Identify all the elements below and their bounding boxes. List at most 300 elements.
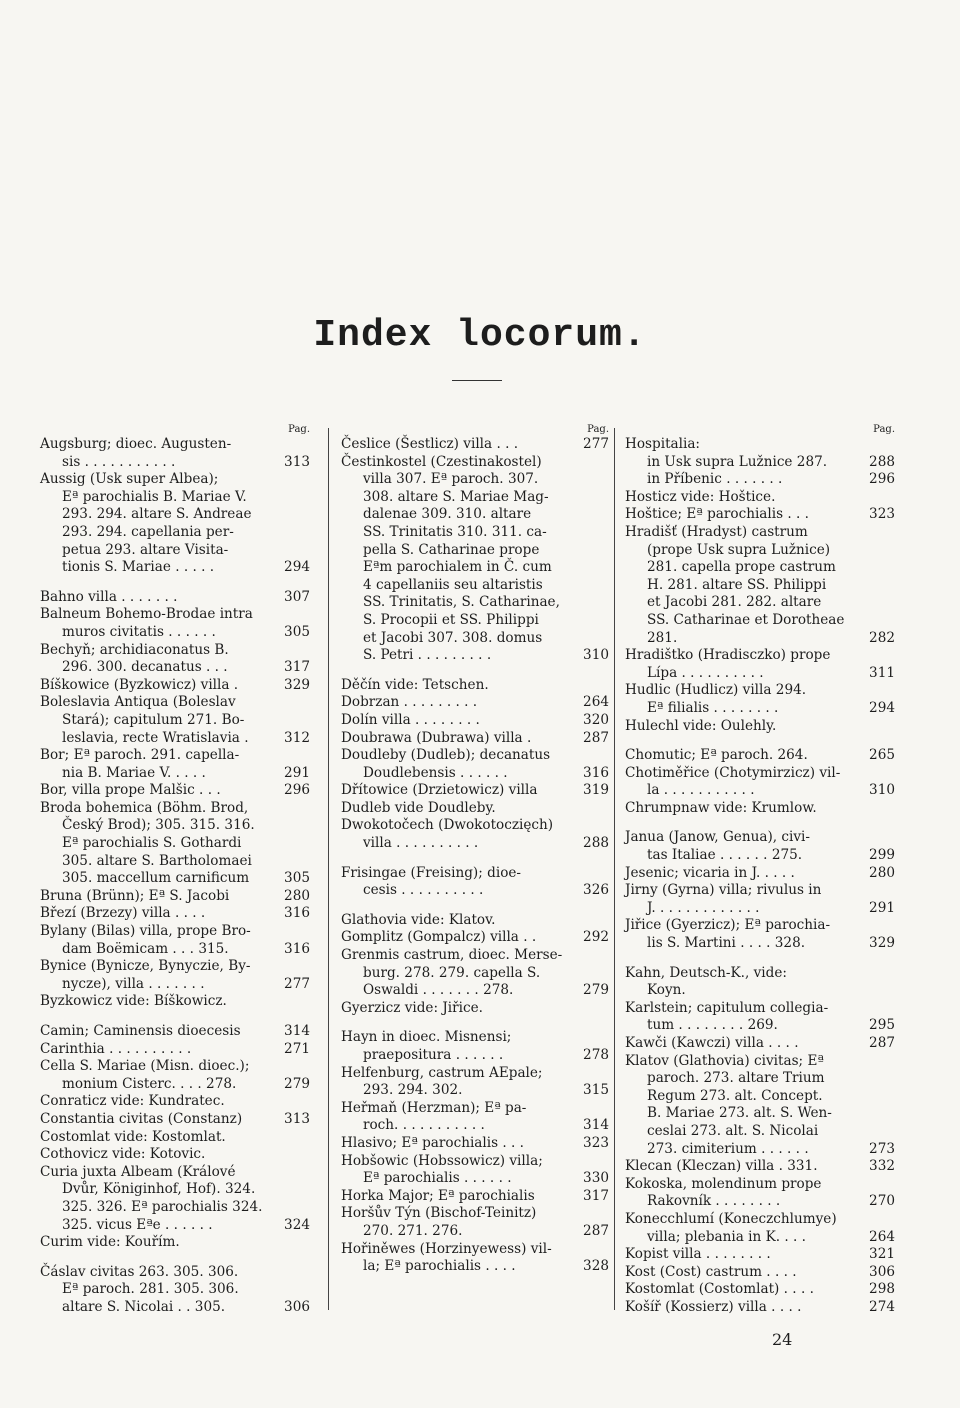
entry-text: cesis . . . . . . . . . . bbox=[363, 882, 484, 899]
entry-text: Regum 273. alt. Concept. bbox=[647, 1087, 823, 1104]
entry-line bbox=[625, 1141, 895, 1159]
page-ref: 319 bbox=[583, 782, 609, 799]
entry-line bbox=[40, 471, 310, 489]
entry-line bbox=[40, 923, 310, 941]
letter-section-gap bbox=[40, 1252, 310, 1264]
index-entry bbox=[40, 1111, 310, 1129]
entry-line bbox=[341, 577, 609, 595]
index-entry bbox=[625, 1176, 895, 1211]
entry-text: Jiřice (Gyerzicz); Eª parochia- bbox=[625, 917, 831, 934]
entry-line bbox=[40, 941, 310, 959]
page-ref: 305 bbox=[284, 870, 310, 887]
entry-text: monium Cisterc. . . . 278. bbox=[62, 1075, 237, 1092]
entry-text: Carinthia . . . . . . . . . . bbox=[40, 1040, 192, 1057]
entry-line bbox=[625, 524, 895, 542]
index-entry bbox=[625, 882, 895, 917]
entry-text: Camin; Caminensis dioecesis bbox=[40, 1023, 241, 1039]
entry-text: 281. bbox=[647, 629, 678, 646]
entry-line bbox=[625, 630, 895, 648]
entry-text: Horšův Týn (Bischof-Teinitz) bbox=[341, 1205, 537, 1222]
page-ref: 316 bbox=[284, 905, 310, 922]
page-ref: 274 bbox=[869, 1298, 895, 1315]
index-entry bbox=[40, 471, 310, 577]
index-entry bbox=[625, 506, 895, 524]
entry-text: nia B. Mariae V. . . . . bbox=[62, 764, 206, 781]
page-ref: 291 bbox=[284, 764, 310, 781]
entry-line bbox=[341, 1117, 609, 1135]
entry-line bbox=[40, 1058, 310, 1076]
entry-text: Klatov (Glathovia) civitas; Eª bbox=[625, 1052, 824, 1069]
entry-line bbox=[40, 1281, 310, 1299]
entry-line bbox=[40, 559, 310, 577]
entry-text: Glathovia vide: Klatov. bbox=[341, 911, 496, 928]
index-entry bbox=[40, 800, 310, 888]
page-ref: 264 bbox=[583, 694, 609, 711]
entry-line bbox=[341, 982, 609, 1000]
entry-line bbox=[40, 782, 310, 800]
entry-line bbox=[40, 606, 310, 624]
entry-text: Bynice (Bynicze, Bynyczie, By- bbox=[40, 958, 251, 975]
entry-line bbox=[341, 647, 609, 665]
entry-line bbox=[625, 1123, 895, 1141]
index-entry bbox=[40, 1041, 310, 1059]
entry-line bbox=[625, 965, 895, 983]
entry-line bbox=[40, 817, 310, 835]
entry-text: S. Petri . . . . . . . . . bbox=[363, 647, 492, 664]
index-entry bbox=[625, 524, 895, 647]
entry-text: Cella S. Mariae (Misn. dioec.); bbox=[40, 1058, 250, 1075]
entry-text: SS. Trinitatis, S. Catharinae, bbox=[363, 594, 560, 611]
index-entry bbox=[625, 436, 895, 489]
index-entry bbox=[341, 747, 609, 782]
page-ref: 295 bbox=[869, 1017, 895, 1034]
entry-text: Horka Major; Eª parochialis bbox=[341, 1187, 535, 1204]
page-ref: 287 bbox=[583, 729, 609, 746]
column-divider bbox=[614, 428, 615, 1310]
entry-text: Eª parochialis B. Mariae V. bbox=[62, 488, 247, 505]
entry-text: Augsburg; dioec. Augusten- bbox=[40, 436, 232, 452]
entry-text: Hudlic (Hudlicz) villa 294. bbox=[625, 682, 807, 699]
entry-line bbox=[625, 542, 895, 560]
entry-text: Stará); capitulum 271. Bo- bbox=[62, 711, 245, 728]
entry-text: Oswaldi . . . . . . . 278. bbox=[363, 982, 514, 999]
index-entry bbox=[625, 682, 895, 717]
page-ref: 306 bbox=[284, 1298, 310, 1315]
page-ref: 277 bbox=[284, 975, 310, 992]
index-entry bbox=[341, 1100, 609, 1135]
entry-line bbox=[341, 1100, 609, 1118]
entry-line bbox=[40, 694, 310, 712]
entry-text: Dwokotočech (Dwokotoczięch) bbox=[341, 817, 554, 834]
pag-header: Pag. bbox=[288, 424, 310, 435]
index-entry bbox=[625, 747, 895, 765]
entry-text: 281. capella prope castrum bbox=[647, 559, 836, 576]
page-ref: 271 bbox=[284, 1040, 310, 1057]
entry-text: 325. vicus Eªe . . . . . . bbox=[62, 1216, 213, 1233]
entry-text: J. . . . . . . . . . . . . bbox=[647, 899, 760, 916]
entry-line bbox=[625, 506, 895, 524]
entry-line bbox=[625, 1035, 895, 1053]
entry-text: villa 307. Eª paroch. 307. bbox=[363, 471, 539, 488]
page-number: 24 bbox=[772, 1330, 793, 1349]
entry-line bbox=[625, 865, 895, 883]
entry-text: Chotiměřice (Chotymirzicz) vil- bbox=[625, 764, 841, 781]
entry-line bbox=[341, 1170, 609, 1188]
entry-text: Čestinkostel (Czestinakostel) bbox=[341, 453, 542, 470]
entry-line bbox=[341, 800, 609, 818]
entry-text: 296. 300. decanatus . . . bbox=[62, 659, 228, 676]
entry-text: Janua (Janow, Genua), civi- bbox=[625, 829, 810, 846]
entry-text: Eª parochialis . . . . . . bbox=[363, 1170, 512, 1187]
page-ref: 294 bbox=[869, 699, 895, 716]
index-entry bbox=[40, 589, 310, 607]
index-entry bbox=[625, 1053, 895, 1159]
page-ref: 310 bbox=[583, 647, 609, 664]
letter-section-gap bbox=[625, 735, 895, 747]
entry-line bbox=[625, 847, 895, 865]
entry-line bbox=[625, 765, 895, 783]
entry-text: Bahno villa . . . . . . . bbox=[40, 588, 178, 605]
entry-text: 305. altare S. Bartholomaei bbox=[62, 852, 252, 869]
entry-line bbox=[341, 730, 609, 748]
entry-text: Conraticz vide: Kundratec. bbox=[40, 1093, 225, 1110]
page-ref: 320 bbox=[583, 711, 609, 728]
entry-text: Cothovicz vide: Kotovic. bbox=[40, 1146, 206, 1163]
entry-line bbox=[40, 506, 310, 524]
index-entry bbox=[625, 718, 895, 736]
entry-line bbox=[40, 905, 310, 923]
entry-line bbox=[625, 882, 895, 900]
page-ref: 280 bbox=[284, 887, 310, 904]
entry-line bbox=[625, 612, 895, 630]
entry-line bbox=[625, 454, 895, 472]
entry-line bbox=[341, 1205, 609, 1223]
index-entry bbox=[40, 642, 310, 677]
page-ref: 299 bbox=[869, 847, 895, 864]
entry-text: Děčín vide: Tetschen. bbox=[341, 676, 489, 693]
index-entry bbox=[40, 677, 310, 695]
page-ref: 324 bbox=[284, 1216, 310, 1233]
entry-line bbox=[341, 1082, 609, 1100]
entry-text: muros civitatis . . . . . . bbox=[62, 623, 216, 640]
entry-line bbox=[40, 677, 310, 695]
entry-line bbox=[40, 1129, 310, 1147]
entry-line bbox=[341, 524, 609, 542]
entry-line bbox=[341, 542, 609, 560]
page-ref: 298 bbox=[869, 1281, 895, 1298]
entry-text: Hoštice; Eª parochialis . . . bbox=[625, 506, 809, 523]
entry-text: Bíškowice (Byzkowicz) villa . bbox=[40, 676, 239, 693]
page-ref: 270 bbox=[869, 1193, 895, 1210]
entry-text: in Usk supra Lužnice 287. bbox=[647, 453, 828, 470]
index-entry bbox=[40, 1164, 310, 1234]
index-entry bbox=[341, 865, 609, 900]
entry-text: Helfenburg, castrum AEpale; bbox=[341, 1064, 543, 1081]
entry-line bbox=[40, 800, 310, 818]
entry-line bbox=[625, 917, 895, 935]
entry-text: Dvůr, Königinhof, Hof). 324. bbox=[62, 1181, 256, 1198]
entry-line bbox=[341, 1258, 609, 1276]
entry-line bbox=[40, 993, 310, 1011]
entry-line bbox=[40, 888, 310, 906]
entry-line bbox=[40, 835, 310, 853]
index-entry bbox=[341, 454, 609, 665]
entry-line bbox=[341, 947, 609, 965]
page-ref: 292 bbox=[583, 929, 609, 946]
page-ref: 315 bbox=[583, 1082, 609, 1099]
entry-text: villa . . . . . . . . . . bbox=[363, 835, 479, 852]
index-entry bbox=[625, 1246, 895, 1264]
index-entry bbox=[40, 1058, 310, 1093]
entry-text: (prope Usk supra Lužnice) bbox=[647, 541, 831, 558]
entry-text: la; Eª parochialis . . . . bbox=[363, 1258, 516, 1275]
entry-line bbox=[625, 489, 895, 507]
entry-line bbox=[341, 454, 609, 472]
page-ref: 305 bbox=[284, 623, 310, 640]
entry-text: Eª paroch. 281. 305. 306. bbox=[62, 1281, 239, 1298]
index-entry bbox=[341, 677, 609, 695]
index-entry bbox=[341, 1241, 609, 1276]
index-entry bbox=[625, 1035, 895, 1053]
entry-line bbox=[625, 665, 895, 683]
entry-line bbox=[341, 712, 609, 730]
entry-line bbox=[625, 1105, 895, 1123]
entry-line bbox=[625, 1281, 895, 1299]
entry-text: Klecan (Kleczan) villa . 331. bbox=[625, 1158, 818, 1175]
entry-text: Chrumpnaw vide: Krumlow. bbox=[625, 799, 817, 816]
index-column-2 bbox=[341, 424, 609, 1276]
index-column-3 bbox=[625, 424, 895, 1317]
entry-text: Hospitalia: bbox=[625, 436, 701, 452]
entry-text: SS. Trinitatis 310. 311. ca- bbox=[363, 523, 547, 540]
page-ref: 323 bbox=[869, 506, 895, 523]
index-entry bbox=[40, 782, 310, 800]
page-ref: 282 bbox=[869, 629, 895, 646]
entry-text: sis . . . . . . . . . . . bbox=[62, 453, 176, 470]
entry-text: 270. 271. 276. bbox=[363, 1222, 463, 1239]
entry-text: Lípa . . . . . . . . . . bbox=[647, 664, 764, 681]
entry-line bbox=[625, 1070, 895, 1088]
entry-line bbox=[40, 1076, 310, 1094]
entry-text: Gyerzicz vide: Jiřice. bbox=[341, 999, 483, 1016]
index-entry bbox=[341, 1065, 609, 1100]
entry-line bbox=[341, 594, 609, 612]
entry-text: Hradišť (Hradyst) castrum bbox=[625, 523, 808, 540]
page-ref: 288 bbox=[583, 835, 609, 852]
index-entry bbox=[625, 1264, 895, 1282]
page-ref: 328 bbox=[583, 1258, 609, 1275]
entry-text: roch. . . . . . . . . . . bbox=[363, 1117, 485, 1134]
page-ref: 323 bbox=[583, 1134, 609, 1151]
page-ref: 291 bbox=[869, 899, 895, 916]
entry-text: Dřítowice (Drzietowicz) villa bbox=[341, 782, 538, 799]
page-ref: 330 bbox=[583, 1170, 609, 1187]
entry-line bbox=[341, 882, 609, 900]
entry-text: Čáslav civitas 263. 305. 306. bbox=[40, 1263, 239, 1280]
entry-line bbox=[341, 1223, 609, 1241]
entry-line bbox=[341, 929, 609, 947]
index-entry bbox=[341, 817, 609, 852]
entry-text: ceslai 273. alt. S. Nicolai bbox=[647, 1122, 819, 1139]
page-ref: 313 bbox=[284, 453, 310, 470]
page-ref: 296 bbox=[869, 471, 895, 488]
entry-line bbox=[625, 647, 895, 665]
entry-text: altare S. Nicolai . . 305. bbox=[62, 1298, 226, 1315]
entry-line bbox=[625, 1000, 895, 1018]
entry-line bbox=[40, 1264, 310, 1282]
entry-line bbox=[341, 1047, 609, 1065]
entry-line bbox=[625, 682, 895, 700]
entry-line bbox=[40, 454, 310, 472]
entry-line bbox=[625, 1211, 895, 1229]
entry-text: Rakovník . . . . . . . . bbox=[647, 1193, 781, 1210]
index-entry bbox=[341, 1153, 609, 1188]
entry-text: Košíř (Kossierz) villa . . . . bbox=[625, 1298, 802, 1315]
entry-text: Hradištko (Hradisczko) prope bbox=[625, 647, 831, 664]
entry-text: Doubrawa (Dubrawa) villa . bbox=[341, 729, 532, 746]
entry-line bbox=[625, 594, 895, 612]
entry-text: 4 capellaniis seu altaristis bbox=[363, 576, 543, 593]
entry-text: Aussig (Usk super Albea); bbox=[40, 471, 219, 488]
entry-text: H. 281. altare SS. Philippi bbox=[647, 576, 827, 593]
entry-line bbox=[341, 747, 609, 765]
entry-text: 325. 326. Eª parochialis 324. bbox=[62, 1198, 263, 1215]
entry-text: dam Boëmicam . . . 315. bbox=[62, 940, 229, 957]
entry-text: paroch. 273. altare Trium bbox=[647, 1070, 825, 1087]
entry-line bbox=[341, 965, 609, 983]
page-ref: 307 bbox=[284, 588, 310, 605]
entry-text: Kost (Cost) castrum . . . . bbox=[625, 1263, 797, 1280]
index-entry bbox=[40, 747, 310, 782]
page-title: Index locorum. bbox=[313, 314, 647, 357]
entry-text: Březí (Brzezy) villa . . . . bbox=[40, 905, 206, 922]
index-entry bbox=[625, 1000, 895, 1035]
index-entry bbox=[341, 1029, 609, 1064]
entry-text: Curim vide: Kouřím. bbox=[40, 1234, 180, 1251]
index-entry bbox=[625, 829, 895, 864]
entry-text: pella S. Catharinae prope bbox=[363, 541, 540, 558]
entry-text: Kawči (Kawczi) villa . . . . bbox=[625, 1035, 799, 1051]
page-ref: 311 bbox=[869, 664, 895, 681]
entry-text: Hulechl vide: Oulehly. bbox=[625, 717, 777, 734]
entry-line bbox=[40, 712, 310, 730]
entry-text: tum . . . . . . . . 269. bbox=[647, 1017, 778, 1034]
entry-text: dalenae 309. 310. altare bbox=[363, 506, 532, 523]
pag-header: Pag. bbox=[587, 424, 609, 435]
index-entry bbox=[40, 1093, 310, 1111]
entry-line bbox=[40, 1146, 310, 1164]
entry-line bbox=[40, 1041, 310, 1059]
entry-line bbox=[341, 912, 609, 930]
entry-line bbox=[625, 1176, 895, 1194]
entry-line bbox=[625, 1246, 895, 1264]
index-entry bbox=[625, 1158, 895, 1176]
entry-text: Česlice (Šestlicz) villa . . . bbox=[341, 436, 519, 452]
entry-text: Balneum Bohemo-Brodae intra bbox=[40, 606, 253, 623]
page-ref: 264 bbox=[869, 1228, 895, 1245]
entry-text: Heřmaň (Herzman); Eª pa- bbox=[341, 1099, 527, 1116]
entry-line bbox=[40, 730, 310, 748]
entry-text: Jesenic; vicaria in J. . . . . bbox=[625, 864, 795, 881]
entry-line bbox=[341, 765, 609, 783]
entry-line bbox=[341, 1000, 609, 1018]
entry-line bbox=[341, 489, 609, 507]
entry-line bbox=[625, 747, 895, 765]
entry-text: tas Italiae . . . . . . 275. bbox=[647, 847, 803, 864]
entry-text: Karlstein; capitulum collegia- bbox=[625, 999, 829, 1016]
entry-line bbox=[341, 1153, 609, 1171]
entry-text: burg. 278. 279. capella S. bbox=[363, 964, 541, 981]
entry-line bbox=[625, 1299, 895, 1317]
entry-line bbox=[341, 471, 609, 489]
letter-section-gap bbox=[40, 577, 310, 589]
entry-line bbox=[341, 436, 609, 454]
entry-text: Kahn, Deutsch-K., vide: bbox=[625, 964, 787, 981]
entry-text: in Příbenic . . . . . . . bbox=[647, 471, 783, 488]
entry-line bbox=[625, 935, 895, 953]
index-entry bbox=[625, 865, 895, 883]
entry-line bbox=[40, 1217, 310, 1235]
index-entry bbox=[40, 923, 310, 958]
index-entry bbox=[40, 993, 310, 1011]
entry-text: praepositura . . . . . . bbox=[363, 1047, 504, 1063]
page-ref: 332 bbox=[869, 1158, 895, 1175]
index-entry bbox=[40, 1129, 310, 1147]
entry-line bbox=[40, 1234, 310, 1252]
entry-line bbox=[40, 747, 310, 765]
page-ref: 277 bbox=[583, 436, 609, 452]
entry-text: Bruna (Brünn); Eª S. Jacobi bbox=[40, 887, 230, 904]
entry-text: leslavia, recte Wratislavia . bbox=[62, 729, 249, 746]
index-entry bbox=[341, 712, 609, 730]
index-entry bbox=[625, 765, 895, 800]
entry-line bbox=[341, 1241, 609, 1259]
entry-text: Český Brod); 305. 315. 316. bbox=[62, 817, 255, 834]
entry-line bbox=[40, 765, 310, 783]
entry-line bbox=[625, 1193, 895, 1211]
letter-section-gap bbox=[341, 900, 609, 912]
entry-line bbox=[40, 976, 310, 994]
entry-line bbox=[625, 1017, 895, 1035]
column-divider bbox=[328, 428, 329, 1310]
title-rule bbox=[452, 380, 502, 381]
page-ref: 329 bbox=[869, 935, 895, 952]
entry-text: Bylany (Bilas) villa, prope Bro- bbox=[40, 923, 251, 940]
entry-line bbox=[341, 559, 609, 577]
index-entry bbox=[625, 1211, 895, 1246]
letter-section-gap bbox=[625, 817, 895, 829]
entry-line bbox=[625, 559, 895, 577]
entry-line bbox=[341, 612, 609, 630]
entry-text: Hosticz vide: Hoštice. bbox=[625, 488, 776, 505]
entry-line bbox=[341, 506, 609, 524]
entry-text: Bor; Eª paroch. 291. capella- bbox=[40, 747, 240, 764]
index-entry bbox=[341, 436, 609, 454]
index-entry bbox=[341, 912, 609, 930]
entry-text: Hobšowic (Hobssowicz) villa; bbox=[341, 1152, 543, 1169]
page-ref: 312 bbox=[284, 729, 310, 746]
entry-text: Eª parochialis S. Gothardi bbox=[62, 835, 242, 852]
entry-text: Konecchlumí (Koneczchlumye) bbox=[625, 1210, 837, 1227]
entry-text: 293. 294. capellania per- bbox=[62, 523, 234, 540]
page-ref: 313 bbox=[284, 1110, 310, 1127]
page-ref: 279 bbox=[583, 982, 609, 999]
entry-text: Hořiněwes (Horzinyewess) vil- bbox=[341, 1240, 552, 1257]
entry-line bbox=[40, 1023, 310, 1041]
entry-text: 305. maccellum carnificum bbox=[62, 870, 250, 887]
index-entry bbox=[40, 1146, 310, 1164]
entry-text: 308. altare S. Mariae Mag- bbox=[363, 488, 549, 505]
